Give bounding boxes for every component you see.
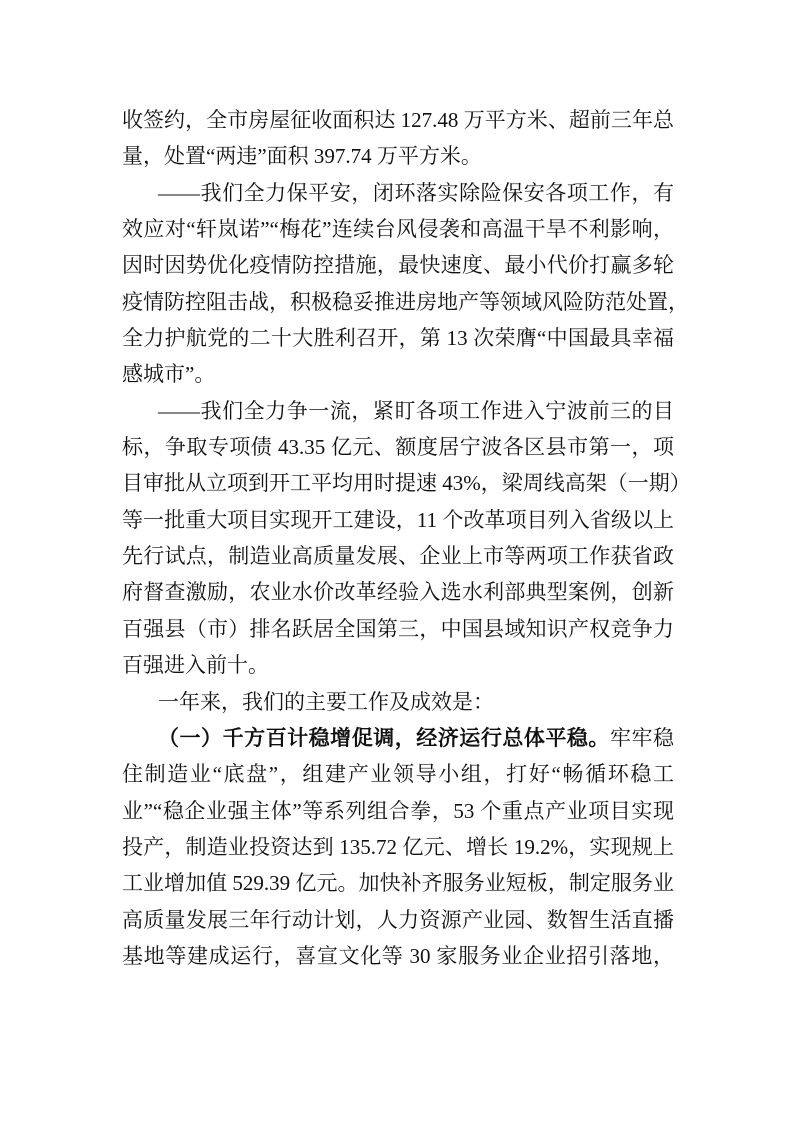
line-text: 感城市”。 bbox=[122, 362, 216, 387]
body-text bbox=[122, 102, 691, 974]
section-heading: （一）千方百计稳增促调，经济运行总体平稳。 bbox=[158, 725, 610, 750]
line-text: 量，处置“两违”面积 397.74 万平方米。 bbox=[122, 144, 482, 169]
line-text: ——我们全力保平安，闭环落实除险保安各项工作，有 bbox=[158, 180, 674, 205]
line-text: 基地等建成运行，喜宣文化等 30 家服务业企业招引落地， bbox=[122, 943, 674, 968]
line-text: 府督查激励，农业水价改革经验入选水利部典型案例，创新 bbox=[122, 580, 674, 605]
text-line bbox=[122, 138, 674, 174]
line-text: 百强县（市）排名跃居全国第三，中国县域知识产权竞争力 bbox=[122, 616, 674, 641]
line-text: 目审批从立项到开工平均用时提速 43%，梁周线高架（一期） bbox=[122, 471, 691, 496]
text-line bbox=[122, 502, 674, 538]
text-line bbox=[122, 647, 674, 683]
line-text: ——我们全力争一流，紧盯各项工作进入宁波前三的目 bbox=[158, 398, 674, 423]
text-line bbox=[122, 356, 674, 392]
line-text: 标，争取专项债 43.35 亿元、额度居宁波各区县市第一，项 bbox=[122, 435, 674, 460]
line-text: 工业增加值 529.39 亿元。加快补齐服务业短板，制定服务业 bbox=[122, 871, 674, 896]
text-line bbox=[122, 102, 674, 138]
text-line bbox=[122, 684, 674, 720]
text-line bbox=[122, 538, 674, 574]
text-line bbox=[122, 574, 674, 610]
text-line bbox=[122, 938, 674, 974]
text-line bbox=[122, 865, 674, 901]
line-text: 等一批重大项目实现开工建设，11 个改革项目列入省级以上 bbox=[122, 507, 674, 532]
text-line bbox=[122, 465, 691, 501]
text-line bbox=[122, 175, 674, 211]
text-line bbox=[122, 320, 674, 356]
line-text: 疫情防控阻击战，积极稳妥推进房地产等领域风险防范处置， bbox=[122, 289, 689, 314]
text-line bbox=[122, 829, 674, 865]
text-line bbox=[122, 429, 674, 465]
text-line bbox=[122, 756, 674, 792]
text-line bbox=[122, 211, 674, 247]
text-line bbox=[122, 611, 674, 647]
line-text: 投产，制造业投资达到 135.72 亿元、增长 19.2%，实现规上 bbox=[122, 834, 674, 859]
line-text: 牢牢稳 bbox=[609, 725, 675, 750]
text-line bbox=[122, 720, 674, 756]
line-text: 高质量发展三年行动计划，人力资源产业园、数智生活直播 bbox=[122, 907, 674, 932]
line-text: 业”“稳企业强主体”等系列组合拳，53 个重点产业项目实现 bbox=[122, 798, 674, 823]
line-text: 一年来，我们的主要工作及成效是： bbox=[158, 689, 494, 714]
text-line bbox=[122, 393, 674, 429]
text-line bbox=[122, 793, 674, 829]
line-text: 全力护航党的二十大胜利召开，第 13 次荣膺“中国最具幸福 bbox=[122, 326, 674, 351]
line-text: 收签约，全市房屋征收面积达 127.48 万平方米、超前三年总 bbox=[122, 108, 674, 132]
line-text: 因时因势优化疫情防控措施，最快速度、最小代价打赢多轮 bbox=[122, 253, 674, 278]
line-text: 先行试点，制造业高质量发展、企业上市等两项工作获省政 bbox=[122, 544, 674, 569]
line-text: 百强进入前十。 bbox=[122, 653, 269, 678]
line-text: 住制造业“底盘”，组建产业领导小组，打好“畅循环稳工 bbox=[122, 762, 674, 787]
text-line bbox=[122, 902, 674, 938]
text-line bbox=[122, 247, 674, 283]
line-text: 效应对“轩岚诺”“梅花”连续台风侵袭和高温干旱不利影响， bbox=[122, 217, 674, 242]
text-line bbox=[122, 284, 689, 320]
